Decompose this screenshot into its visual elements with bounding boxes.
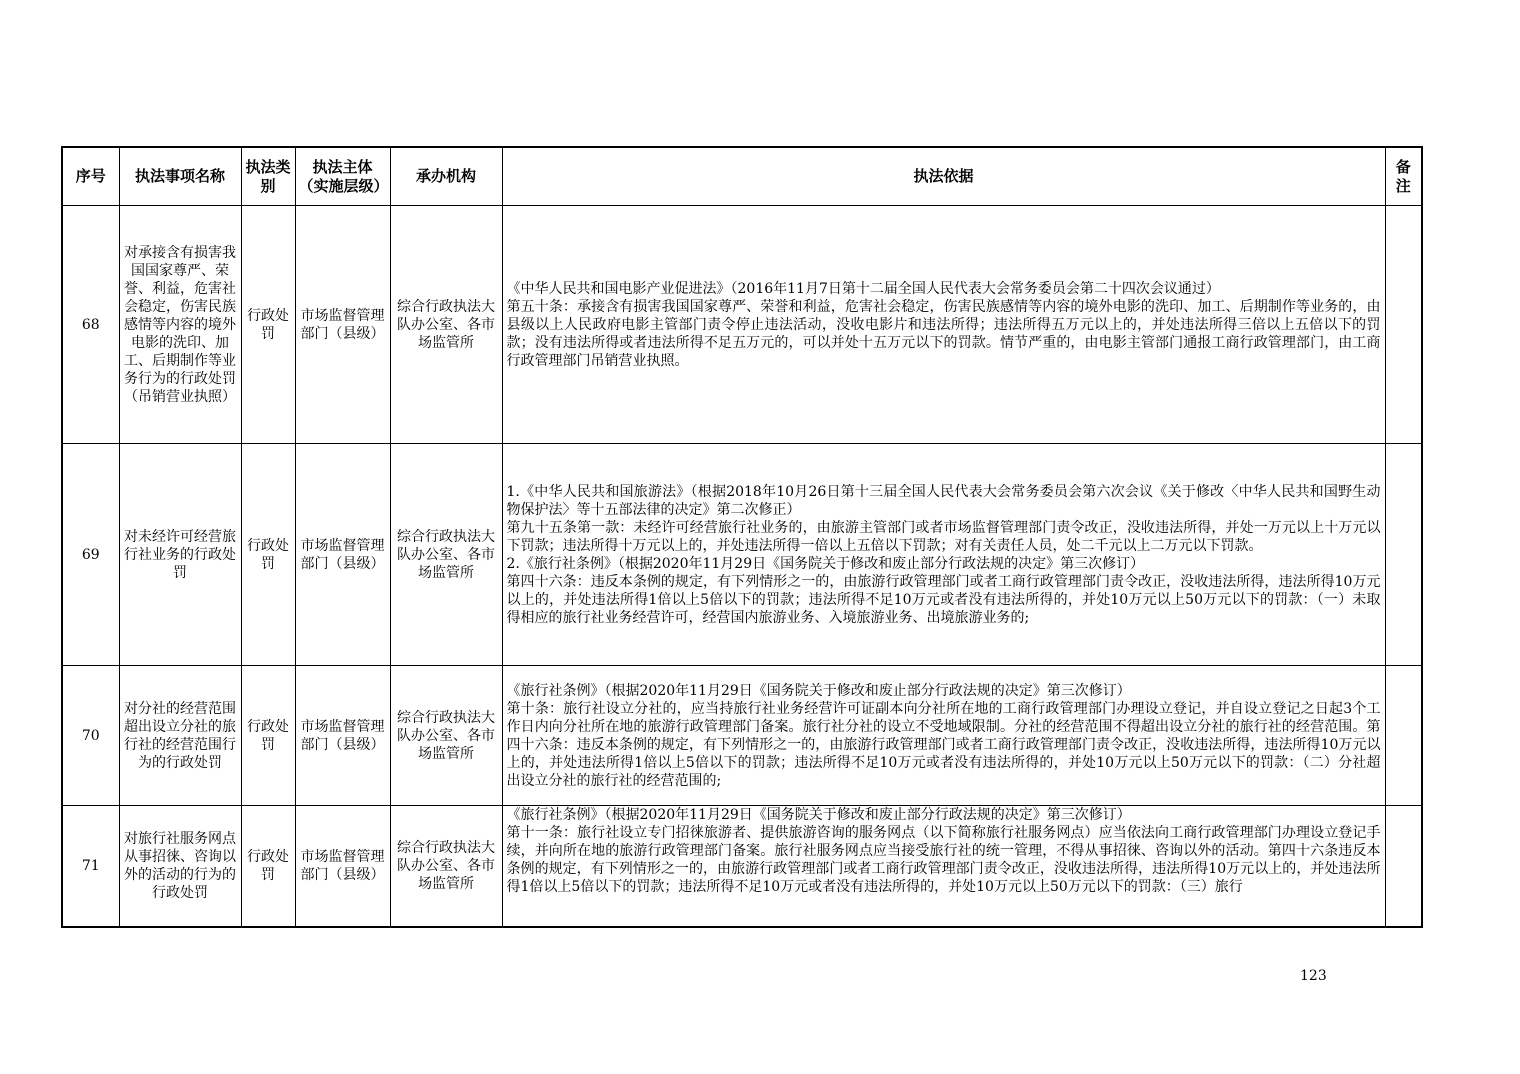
row-remark (1385, 806, 1422, 927)
basis-paragraph: 2.《旅行社条例》（根据2020年11月29日《国务院关于修改和废止部分行政法规的决定》第三次修订） (506, 555, 1145, 572)
row-agency: 综合行政执法大队办公室、各市场监管所 (390, 806, 502, 927)
basis-clip (507, 806, 1381, 925)
row-remark (1385, 444, 1422, 666)
header-agency: 承办机构 (390, 147, 502, 206)
table-row (62, 206, 1422, 444)
basis-paragraph: 《旅行社条例》（根据2020年11月29日《国务院关于修改和废止部分行政法规的决定》第三次修订） (506, 807, 1131, 823)
row-agency: 综合行政执法大队办公室、各市场监管所 (390, 666, 502, 806)
basis-paragraph: 1.《中华人民共和国旅游法》（根据2018年10月26日第十三届全国人民代表大会常务委员会第六次会议《关于修改〈中华人民共和国野生动物保护法〉等十五部法律的决定》第二次修正） (506, 483, 1381, 518)
row-category: 行政处罚 (241, 206, 295, 444)
row-category: 行政处罚 (241, 666, 295, 806)
header-item-name: 执法事项名称 (119, 147, 241, 206)
basis-paragraph: 第十条：旅行社设立分社的，应当持旅行社业务经营许可证副本向分社所在地的工商行政管理部门办理设立登记，并自设立登记之日起3个工作日内向分社所在地的旅游行政管理部门备案。旅行社分社的设立不受地域限制。分社的经营范围不得超出设立分社的旅行社的经营范围。第四十六条：违反本条例的规定，有下列情形之一的，由旅游行政管理部门或者工商行政管理部门责令改正，没收违法所得，违法所得10万元以上的，并处违法所得1倍以上5倍以下的罚款；违法所得不足10万元或者没有违法所得的，并处10万元以上50万元以下的罚款：（二）分社超出设立分社的旅行社的经营范围的; (506, 700, 1381, 789)
row-category: 行政处罚 (241, 444, 295, 666)
row-agency: 综合行政执法大队办公室、各市场监管所 (390, 206, 502, 444)
header-remark: 备注 (1385, 147, 1422, 206)
header-basis: 执法依据 (502, 147, 1385, 206)
enforcement-items-table (61, 146, 1423, 928)
table-row (62, 444, 1422, 666)
table-row (62, 666, 1422, 806)
row-item-name: 对承接含有损害我国国家尊严、荣誉、利益，危害社会稳定，伤害民族感情等内容的境外电影的洗印、加工、后期制作等业务行为的行政处罚（吊销营业执照） (119, 206, 241, 444)
row-serial: 68 (62, 206, 119, 444)
row-serial: 69 (62, 444, 119, 666)
basis-paragraph: 第五十条：承接含有损害我国国家尊严、荣誉和利益，危害社会稳定，伤害民族感情等内容的境外电影的洗印、加工、后期制作等业务的，由县级以上人民政府电影主管部门责令停止违法活动，没收电影片和违法所得；违法所得五万元以上的，并处违法所得三倍以上五倍以下的罚款；没有违法所得或者违法所得不足五万元的，可以并处十五万元以下的罚款。情节严重的，由电影主管部门通报工商行政管理部门，由工商行政管理部门吊销营业执照。 (506, 298, 1381, 369)
row-subject: 市场监督管理部门（县级） (295, 206, 390, 444)
basis-paragraph: 第十一条：旅行社设立专门招徕旅游者、提供旅游咨询的服务网点（以下简称旅行社服务网点）应当依法向工商行政管理部门办理设立登记手续，并向所在地的旅游行政管理部门备案。旅行社服务网点应当接受旅行社的统一管理，不得从事招徕、咨询以外的活动。第四十六条违反本条例的规定，有下列情形之一的，由旅游行政管理部门或者工商行政管理部门责令改正，没收违法所得，违法所得10万元以上的，并处违法所得1倍以上5倍以下的罚款；违法所得不足10万元或者没有违法所得的，并处10万元以上50万元以下的罚款：（三）旅行 (506, 825, 1381, 895)
row-agency: 综合行政执法大队办公室、各市场监管所 (390, 444, 502, 666)
row-remark (1385, 206, 1422, 444)
row-subject: 市场监督管理部门（县级） (295, 806, 390, 927)
header-category: 执法类别 (241, 147, 295, 206)
basis-paragraph: 第四十六条：违反本条例的规定，有下列情形之一的，由旅游行政管理部门或者工商行政管理部门责令改正，没收违法所得，违法所得10万元以上的，并处违法所得1倍以上5倍以下的罚款；违法所得不足10万元或者没有违法所得的，并处10万元以上50万元以下的罚款：（一）未取得相应的旅行社业务经营许可，经营国内旅游业务、入境旅游业务、出境旅游业务的; (506, 573, 1381, 626)
table-row (62, 806, 1422, 927)
row-serial: 71 (62, 806, 119, 927)
row-serial: 70 (62, 666, 119, 806)
basis-paragraph: 《中华人民共和国电影产业促进法》（2016年11月7日第十二届全国人民代表大会常务委员会第二十四次会议通过） (506, 280, 1220, 297)
row-basis (502, 206, 1385, 444)
row-subject: 市场监督管理部门（县级） (295, 666, 390, 806)
row-basis (502, 806, 1385, 927)
row-item-name: 对旅行社服务网点从事招徕、咨询以外的活动的行为的行政处罚 (119, 806, 241, 927)
basis-paragraph: 第九十五条第一款：未经许可经营旅行社业务的，由旅游主管部门或者市场监督管理部门责令改正，没收违法所得，并处一万元以上十万元以下罚款；违法所得十万元以上的，并处违法所得一倍以上五倍以下罚款；对有关责任人员，处二千元以上二万元以下罚款。 (506, 519, 1381, 554)
row-basis (502, 666, 1385, 806)
header-subject: 执法主体（实施层级） (295, 147, 390, 206)
row-basis (502, 444, 1385, 666)
row-item-name: 对分社的经营范围超出设立分社的旅行社的经营范围行为的行政处罚 (119, 666, 241, 806)
header-serial: 序号 (62, 147, 119, 206)
row-item-name: 对未经许可经营旅行社业务的行政处罚 (119, 444, 241, 666)
row-subject: 市场监督管理部门（县级） (295, 444, 390, 666)
row-remark (1385, 666, 1422, 806)
basis-paragraph: 《旅行社条例》（根据2020年11月29日《国务院关于修改和废止部分行政法规的决定》第三次修订） (506, 682, 1131, 699)
table-header-row (62, 147, 1422, 206)
page-number: 123 (1300, 968, 1327, 984)
row-category: 行政处罚 (241, 806, 295, 927)
